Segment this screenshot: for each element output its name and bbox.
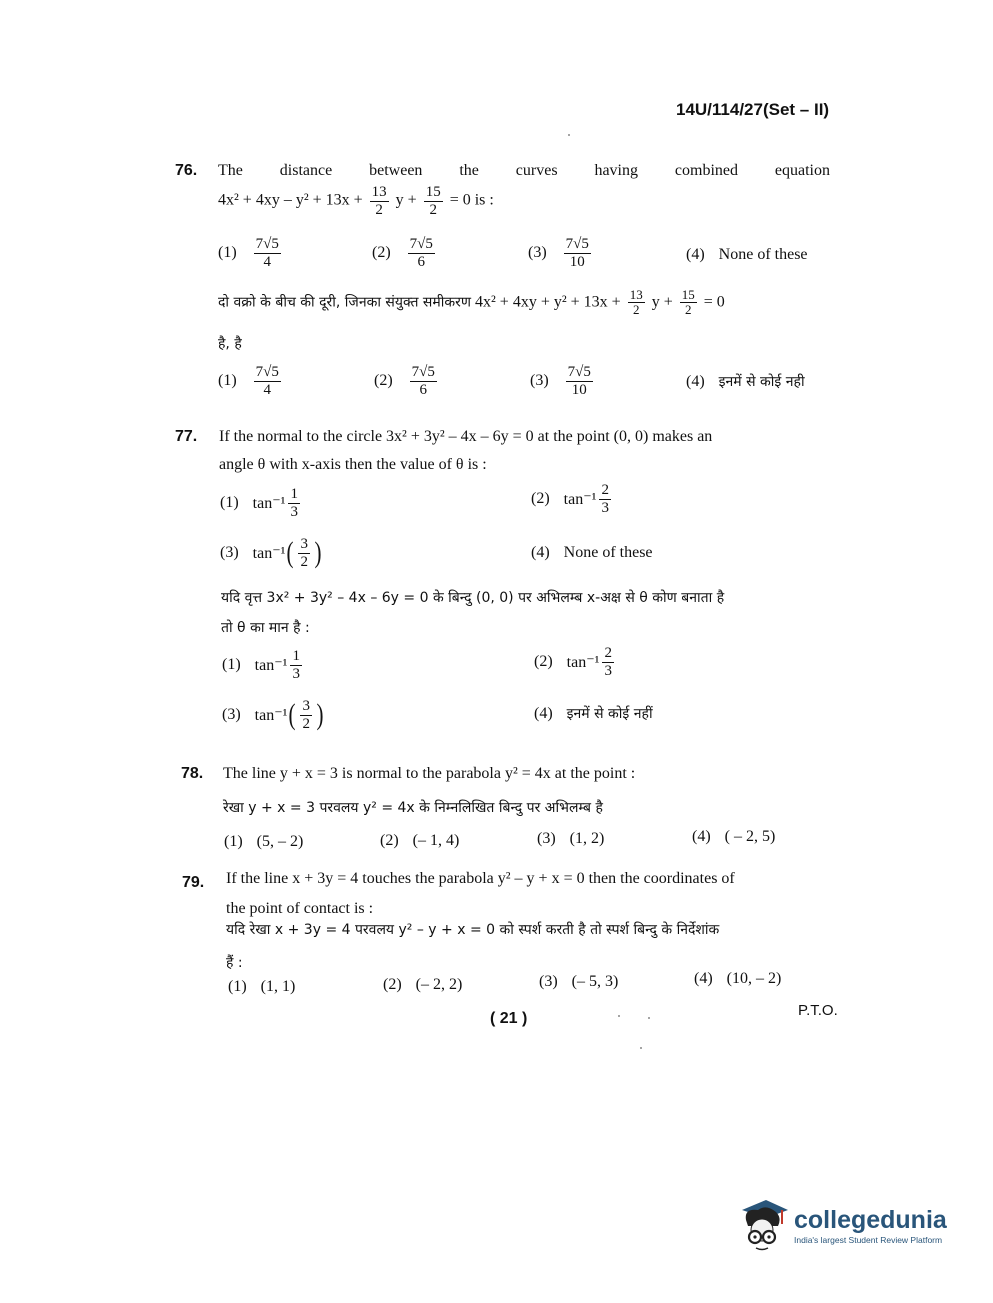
word: distance — [279, 162, 333, 179]
word: equation — [774, 162, 830, 179]
eq-lead: 4x² + 4xy – y² + 13x + — [218, 191, 363, 209]
q76-option-4: (4) None of these — [686, 246, 808, 263]
q79-hindi-line1: यदि रेखा x + 3y = 4 परवलय y² – y + x = 0 को स्पर्श करती है तो स्पर्श बिन्दु के निर्देशांक — [226, 922, 720, 938]
q78-option-4: (4) ( – 2, 5) — [692, 828, 776, 845]
q79-option-4: (4) (10, – 2) — [694, 970, 782, 987]
paper-code: 14U/114/27(Set – II) — [676, 100, 830, 119]
question-number-77: 77. — [175, 428, 198, 445]
q78-option-2: (2) (– 1, 4) — [380, 832, 460, 849]
q76-option-3: (3) $\frac{7√5}{10}$ — [528, 236, 589, 270]
fraction: $\frac{15}{2}$ — [681, 287, 695, 318]
fraction: $\frac{1}{3}$ — [292, 648, 300, 682]
question-number-78: 78. — [181, 765, 204, 782]
q78-option-1: (1) (5, – 2) — [224, 833, 304, 850]
fraction: $\frac{2}{3}$ — [601, 482, 609, 516]
fraction: $\frac{13}{2}$ — [371, 184, 387, 218]
q77-english-line2: angle θ with x-axis then the value of θ is : — [219, 456, 487, 473]
q77-option-1: (1) tan⁻¹ $\frac{1}{3}$ — [220, 486, 298, 520]
q77-option-2: (2) tan⁻¹ $\frac{2}{3}$ — [531, 482, 609, 516]
fraction: $\frac{7√5}{10}$ — [565, 236, 589, 270]
eq-tail: = 0 is : — [449, 191, 494, 209]
q76-hi-option-4: (4) इनमें से कोई नही — [686, 372, 805, 390]
word: combined — [674, 162, 738, 179]
question-number-79: 79. — [182, 874, 205, 891]
fraction: $\frac{1}{3}$ — [290, 486, 298, 520]
fraction: $\frac{13}{2}$ — [629, 287, 643, 318]
q79-option-2: (2) (– 2, 2) — [383, 976, 463, 993]
word: the — [459, 162, 479, 179]
logo-title: collegedunia — [794, 1205, 947, 1234]
q78-option-3: (3) (1, 2) — [537, 830, 605, 847]
fraction: $\frac{3}{2}$ — [300, 536, 308, 570]
q77-option-4: (4) None of these — [531, 544, 653, 561]
q76-hi-option-1: (1) $\frac{7√5}{4}$ — [218, 364, 279, 398]
q79-hindi-line2: हैं : — [226, 955, 243, 971]
q76-hindi-line2: है, है — [218, 336, 242, 352]
q78-hindi-line: रेखा y + x = 3 परवलय y² = 4x के निम्नलिखित बिन्दु पर अभिलम्ब है — [223, 800, 603, 816]
q77-hi-option-4: (4) इनमें से कोई नहीं — [534, 704, 653, 722]
q76-hi-option-3: (3) $\frac{7√5}{10}$ — [530, 364, 591, 398]
fraction: $\frac{7√5}{6}$ — [411, 364, 435, 398]
q76-option-1: (1) $\frac{7√5}{4}$ — [218, 236, 279, 270]
q77-hindi-line2: तो θ का मान है : — [221, 620, 310, 636]
pto-label: P.T.O. — [798, 1002, 838, 1019]
q76-hi-option-2: (2) $\frac{7√5}{6}$ — [374, 364, 435, 398]
q76-equation — [218, 184, 494, 218]
q79-english-line2: the point of contact is : — [226, 900, 374, 917]
q76-english-line1 — [218, 162, 830, 180]
question-number-76: 76. — [175, 162, 198, 179]
word: between — [369, 162, 423, 179]
fraction: $\frac{3}{2}$ — [302, 698, 310, 732]
q79-option-3: (3) (– 5, 3) — [539, 973, 619, 990]
fraction: $\frac{7√5}{4}$ — [255, 364, 279, 398]
fraction: $\frac{7√5}{10}$ — [567, 364, 591, 398]
fraction: $\frac{15}{2}$ — [425, 184, 441, 218]
collegedunia-logo — [736, 1196, 947, 1254]
q78-english-line: The line y + x = 3 is normal to the parabola y² = 4x at the point : — [223, 765, 636, 782]
word: The — [218, 162, 243, 179]
page-number: ( 21 ) — [490, 1010, 528, 1027]
q77-english-line1: If the normal to the circle 3x² + 3y² – 4x – 6y = 0 at the point (0, 0) makes an — [219, 428, 713, 445]
q77-hindi-line1: यदि वृत्त 3x² + 3y² – 4x – 6y = 0 के बिन्दु (0, 0) पर अभिलम्ब x-अक्ष से θ कोण बनाता है — [221, 590, 725, 606]
q76-hindi-line1: दो वक्रो के बीच की दूरी, जिनका संयुक्त समीकरण 4x² + 4xy + y² + 13x + $\frac{13}{2}$ y + $\frac{15}{2}$ = 0 — [218, 287, 725, 318]
q76-option-2: (2) $\frac{7√5}{6}$ — [372, 236, 433, 270]
fraction: $\frac{7√5}{4}$ — [255, 236, 279, 270]
q79-option-1: (1) (1, 1) — [228, 978, 296, 995]
student-mascot-icon — [736, 1196, 790, 1254]
q77-option-3: (3) tan⁻¹ ( $\frac{3}{2}$ ) — [220, 536, 322, 570]
eq-mid: y + — [395, 191, 417, 209]
q77-hi-option-2: (2) tan⁻¹ $\frac{2}{3}$ — [534, 645, 612, 679]
fraction: $\frac{7√5}{6}$ — [409, 236, 433, 270]
fraction: $\frac{2}{3}$ — [604, 645, 612, 679]
word: curves — [515, 162, 558, 179]
q77-hi-option-3: (3) tan⁻¹ ( $\frac{3}{2}$ ) — [222, 698, 324, 732]
word: having — [594, 162, 638, 179]
q77-hi-option-1: (1) tan⁻¹ $\frac{1}{3}$ — [222, 648, 300, 682]
q79-english-line1: If the line x + 3y = 4 touches the parabola y² – y + x = 0 then the coordinates of — [226, 870, 735, 887]
logo-tagline: India's largest Student Review Platform — [794, 1234, 943, 1245]
